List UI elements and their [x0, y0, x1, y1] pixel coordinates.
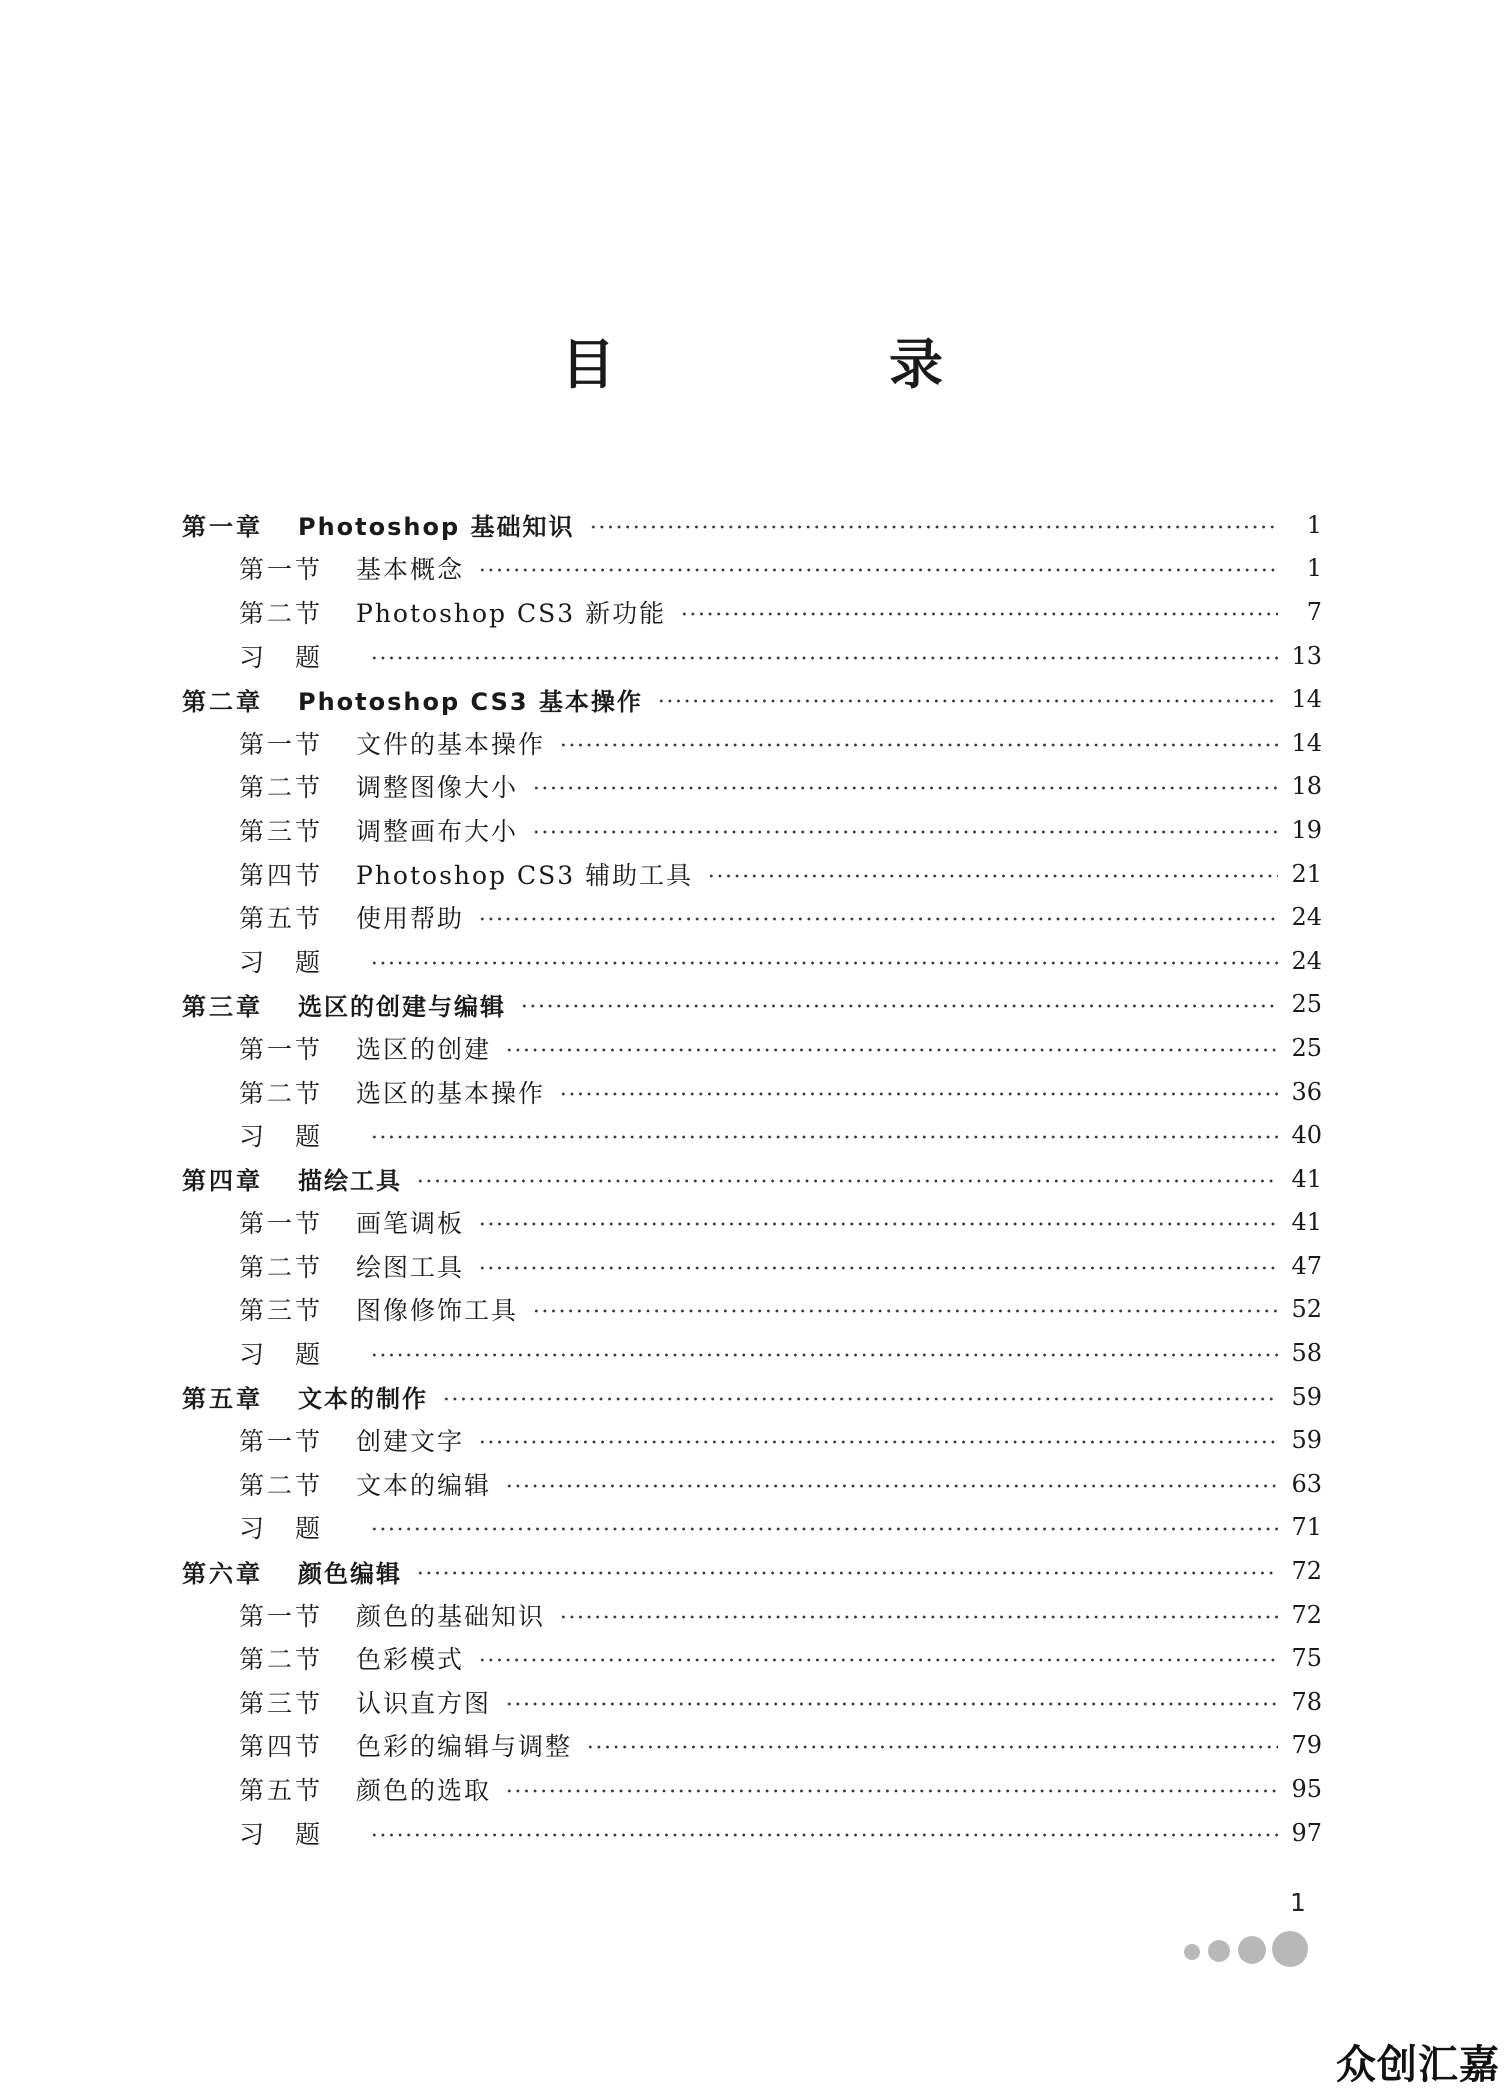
toc-entry-number: 第二节 [239, 773, 324, 803]
toc-entry-number: 第二节 [239, 598, 324, 628]
toc-entry-page: 58 [1291, 1339, 1322, 1368]
dot-leader [586, 1745, 1278, 1749]
toc-entry-number: 习 题 [239, 642, 324, 672]
toc-entry-page: 97 [1291, 1818, 1322, 1847]
dot-leader [478, 1440, 1278, 1444]
toc-chapter-row [182, 1375, 1322, 1419]
toc-chapter-row [182, 677, 1322, 721]
toc-entry-page: 19 [1291, 815, 1322, 844]
toc-section-row [182, 1244, 1322, 1288]
toc-entry-number: 习 题 [239, 1514, 324, 1544]
toc-entry-title: 色彩模式 [356, 1645, 465, 1675]
toc-entry-number: 第六章 [182, 1559, 263, 1588]
toc-entry-number: 第三节 [239, 816, 324, 846]
toc-section-row [182, 852, 1322, 896]
toc-entry-page: 24 [1291, 946, 1322, 975]
dot-leader [478, 1222, 1278, 1226]
toc-entry-number: 第一节 [239, 1209, 324, 1239]
toc-entry-page: 18 [1291, 772, 1322, 801]
toc-chapter-row [182, 983, 1322, 1027]
decor-dot-3 [1238, 1936, 1266, 1964]
toc-entry-title: 颜色编辑 [298, 1559, 402, 1588]
dot-leader [505, 1048, 1278, 1052]
dot-leader [532, 830, 1278, 834]
toc-entry-page: 24 [1291, 903, 1322, 932]
toc-entry-page: 7 [1306, 597, 1322, 626]
toc-section-row [182, 1201, 1322, 1245]
toc-entry-number: 第一节 [239, 555, 324, 585]
toc-entry-page: 25 [1291, 990, 1322, 1019]
toc-section-row [182, 1070, 1322, 1114]
toc-entry-page: 79 [1291, 1731, 1322, 1760]
toc-entry-title: 文本的编辑 [356, 1470, 492, 1500]
toc-entry-number: 习 题 [239, 947, 324, 977]
toc-entry-number: 习 题 [239, 1819, 324, 1849]
toc-chapter-row [182, 503, 1322, 547]
toc-entry-page: 72 [1291, 1557, 1322, 1586]
toc-entry-title: Photoshop CS3 新功能 [356, 598, 667, 628]
toc-section-row [182, 765, 1322, 809]
dot-leader [370, 1135, 1278, 1139]
dot-leader [370, 1527, 1278, 1531]
toc-entry-title: 文件的基本操作 [356, 729, 546, 759]
dot-leader [680, 612, 1278, 616]
toc-entry-number: 第一节 [239, 1034, 324, 1064]
dot-leader [505, 1702, 1278, 1706]
toc-entry-title: 基本概念 [356, 555, 465, 585]
toc-entry-page: 59 [1291, 1382, 1322, 1411]
dot-leader [370, 961, 1278, 965]
toc-entry-title: 文本的制作 [298, 1385, 428, 1414]
toc-entry-page: 71 [1291, 1513, 1322, 1542]
toc-entry-page: 14 [1291, 685, 1322, 714]
toc-entry-title: 选区的创建 [356, 1034, 492, 1064]
toc-section-row [182, 895, 1322, 939]
dot-leader [370, 1833, 1278, 1837]
toc-entry-title: 认识直方图 [356, 1688, 492, 1718]
toc-entry-page: 1 [1306, 510, 1322, 539]
toc-entry-page: 72 [1291, 1600, 1322, 1629]
toc-entry-title: 颜色的选取 [356, 1776, 492, 1806]
toc-entry-number: 第三节 [239, 1688, 324, 1718]
toc-entry-page: 41 [1291, 1208, 1322, 1237]
toc-entry-page: 63 [1291, 1469, 1322, 1498]
toc-entry-title: 调整图像大小 [356, 773, 519, 803]
toc-entry-title: Photoshop CS3 辅助工具 [356, 860, 694, 890]
toc-entry-page: 14 [1291, 728, 1322, 757]
toc-entry-page: 52 [1291, 1295, 1322, 1324]
toc-section-row [182, 1288, 1322, 1332]
toc-exercise-row [182, 1506, 1322, 1550]
toc-exercise-row [182, 1113, 1322, 1157]
toc-entry-page: 25 [1291, 1033, 1322, 1062]
toc-entry-title: 颜色的基础知识 [356, 1601, 546, 1631]
decor-dot-1 [1184, 1944, 1200, 1960]
toc-entry-page: 21 [1291, 859, 1322, 888]
dot-leader [370, 656, 1278, 660]
page-number: 1 [1290, 1888, 1306, 1917]
toc-entry-page: 95 [1291, 1775, 1322, 1804]
toc-entry-title: 画笔调板 [356, 1209, 465, 1239]
toc-entry-number: 第二节 [239, 1252, 324, 1282]
dot-leader [442, 1397, 1278, 1401]
toc-entry-number: 第四节 [239, 860, 324, 890]
toc-entry-number: 第三节 [239, 1296, 324, 1326]
toc-chapter-row [182, 1549, 1322, 1593]
toc-entry-number: 第四章 [182, 1167, 263, 1196]
toc-entry-title: 绘图工具 [356, 1252, 465, 1282]
toc-entry-page: 75 [1291, 1644, 1322, 1673]
toc-section-row [182, 808, 1322, 852]
toc-entry-title: 选区的创建与编辑 [298, 992, 506, 1021]
decor-dot-4 [1272, 1931, 1308, 1967]
toc-entry-title: Photoshop CS3 基本操作 [298, 687, 643, 716]
toc-section-row [182, 1026, 1322, 1070]
toc-entry-title: Photoshop 基础知识 [298, 513, 575, 542]
toc-exercise-row [182, 1811, 1322, 1855]
dot-leader [532, 786, 1278, 790]
toc-entry-page: 59 [1291, 1426, 1322, 1455]
watermark-logo: 众创汇嘉 [1336, 2042, 1500, 2088]
toc-chapter-row [182, 1157, 1322, 1201]
toc-entry-number: 第二节 [239, 1645, 324, 1675]
decor-dot-2 [1208, 1940, 1230, 1962]
toc-entry-number: 习 题 [239, 1340, 324, 1370]
toc-section-row [182, 1418, 1322, 1462]
dot-leader [478, 568, 1278, 572]
toc-entry-number: 第一节 [239, 1601, 324, 1631]
toc-entry-page: 40 [1291, 1121, 1322, 1150]
toc-entry-title: 创建文字 [356, 1427, 465, 1457]
dot-leader [532, 1309, 1278, 1313]
toc-section-row [182, 547, 1322, 591]
toc-section-row [182, 1593, 1322, 1637]
toc-section-row [182, 1636, 1322, 1680]
dot-leader [707, 874, 1278, 878]
toc-entry-page: 78 [1291, 1687, 1322, 1716]
toc-entry-number: 第三章 [182, 992, 263, 1021]
toc-entry-title: 调整画布大小 [356, 816, 519, 846]
toc-section-row [182, 1462, 1322, 1506]
toc-entry-title: 选区的基本操作 [356, 1078, 546, 1108]
toc-exercise-row [182, 634, 1322, 678]
toc-section-row [182, 1724, 1322, 1768]
toc-entry-number: 第一节 [239, 729, 324, 759]
toc-entry-number: 第一节 [239, 1427, 324, 1457]
toc-entry-number: 第二节 [239, 1470, 324, 1500]
toc-entry-page: 36 [1291, 1077, 1322, 1106]
toc-section-row [182, 721, 1322, 765]
toc-exercise-row [182, 1331, 1322, 1375]
page-title: 目 录 [561, 333, 1053, 396]
dot-leader [416, 1179, 1278, 1183]
dot-leader [505, 1789, 1278, 1793]
toc-entry-number: 第五节 [239, 1776, 324, 1806]
toc-entry-number: 第五章 [182, 1385, 263, 1414]
decorative-dots-icon [1180, 1930, 1320, 1970]
toc-entry-page: 41 [1291, 1164, 1322, 1193]
toc-entry-page: 13 [1291, 641, 1322, 670]
toc-entry-page: 1 [1306, 554, 1322, 583]
toc-exercise-row [182, 939, 1322, 983]
toc-entry-title: 描绘工具 [298, 1167, 402, 1196]
toc-entry-number: 习 题 [239, 1122, 324, 1152]
dot-leader [416, 1571, 1278, 1575]
toc-entry-number: 第一章 [182, 513, 263, 542]
toc-entry-number: 第五节 [239, 904, 324, 934]
dot-leader [589, 525, 1278, 529]
toc-entry-number: 第二章 [182, 687, 263, 716]
toc-entry-title: 图像修饰工具 [356, 1296, 519, 1326]
dot-leader [370, 1353, 1278, 1357]
dot-leader [478, 1658, 1278, 1662]
toc-section-row [182, 1680, 1322, 1724]
table-of-contents [182, 503, 1322, 1854]
toc-entry-number: 第二节 [239, 1078, 324, 1108]
dot-leader [478, 917, 1278, 921]
dot-leader [559, 743, 1278, 747]
dot-leader [559, 1615, 1278, 1619]
dot-leader [657, 699, 1278, 703]
dot-leader [520, 1004, 1278, 1008]
dot-leader [478, 1266, 1278, 1270]
toc-entry-title: 色彩的编辑与调整 [356, 1732, 573, 1762]
toc-entry-number: 第四节 [239, 1732, 324, 1762]
dot-leader [505, 1484, 1278, 1488]
toc-entry-title: 使用帮助 [356, 904, 465, 934]
toc-section-row [182, 1767, 1322, 1811]
toc-section-row [182, 590, 1322, 634]
toc-entry-page: 47 [1291, 1251, 1322, 1280]
dot-leader [559, 1092, 1278, 1096]
